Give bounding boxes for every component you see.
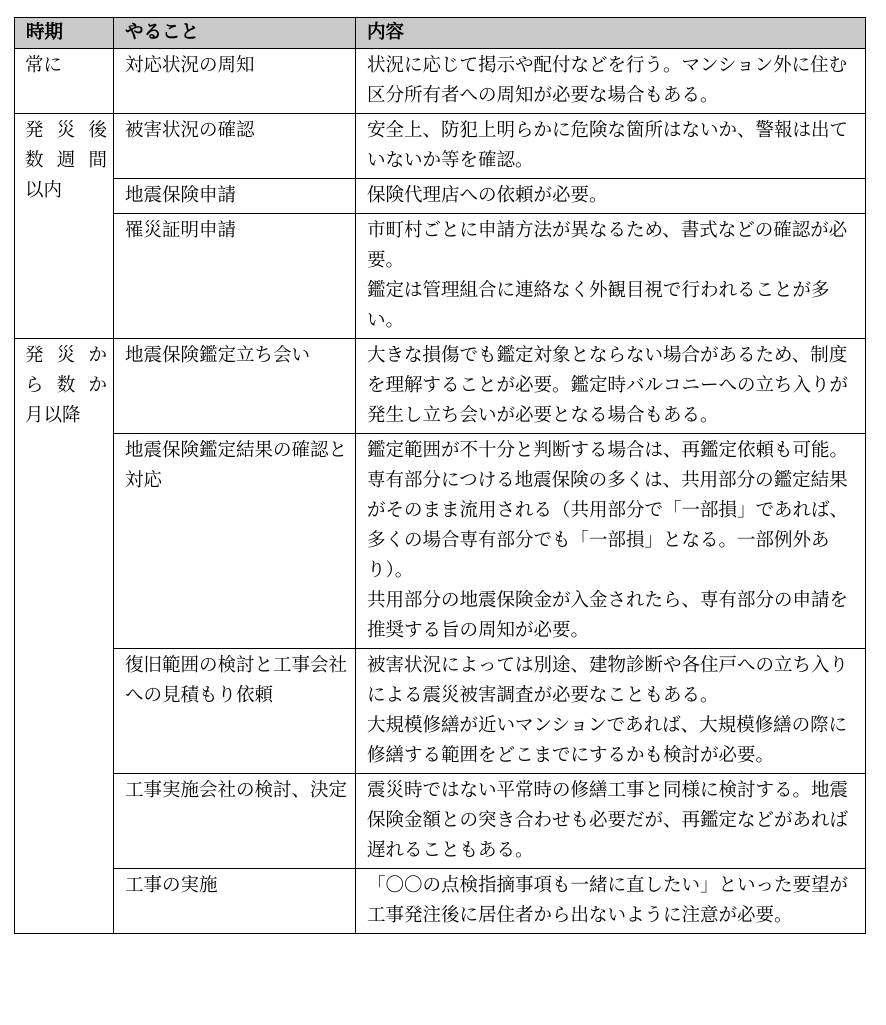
period-line: ら 数 か [25, 375, 107, 396]
content-paragraph: 鑑定は管理組合に連絡なく外観目視で行われることが多い。 [367, 280, 830, 331]
table-row [15, 774, 866, 869]
table-row [15, 869, 866, 934]
content-paragraph: 大規模修繕が近いマンションであれば、大規模修繕の際に修繕する範囲をどこまでにするかも検討が必要。 [367, 715, 848, 766]
table-body [15, 49, 866, 934]
header-content: 内容 [356, 18, 866, 49]
task-cell: 罹災証明申請 [114, 214, 356, 339]
content-paragraph: 状況に応じて掲示や配付などを行う。マンション外に住む区分所有者への周知が必要な場合もある。 [367, 55, 848, 106]
content-cell [356, 214, 866, 339]
task-cell: 地震保険鑑定立ち会い [114, 339, 356, 434]
content-cell [356, 114, 866, 179]
task-cell: 地震保険申請 [114, 179, 356, 214]
period-line: 発 災 か [25, 345, 107, 366]
content-cell [356, 649, 866, 774]
table-row [15, 339, 866, 434]
content-paragraph: 「〇〇の点検指摘事項も一緒に直したい」といった要望が工事発注後に居住者から出ないように注意が必要。 [367, 875, 849, 926]
header-row [15, 18, 866, 49]
content-paragraph: 専有部分につける地震保険の多くは、共用部分の鑑定結果がそのまま流用される（共用部分で「一部損」であれば、多くの場合専有部分でも「一部損」となる。一部例外あり）。 [367, 470, 849, 581]
period-cell-always [15, 49, 114, 114]
task-cell: 復旧範囲の検討と工事会社への見積もり依頼 [114, 649, 356, 774]
task-cell: 工事の実施 [114, 869, 356, 934]
content-cell [356, 339, 866, 434]
table-row [15, 114, 866, 179]
content-paragraph: 共用部分の地震保険金が入金されたら、専有部分の申請を推奨する旨の周知が必要。 [367, 590, 849, 641]
table-row [15, 49, 866, 114]
period-line: 月以降 [25, 405, 81, 426]
period-line: 常に [25, 55, 63, 76]
content-paragraph: 安全上、防犯上明らかに危険な箇所はないか、警報は出ていないか等を確認。 [367, 120, 849, 171]
table-header [15, 18, 866, 49]
header-task: やること [114, 18, 356, 49]
content-paragraph: 震災時ではない平常時の修繕工事と同様に検討する。地震保険金額との突き合わせも必要だが、再鑑定などがあれば遅れることもある。 [367, 780, 849, 861]
period-line: 数 週 間 [25, 150, 107, 171]
table-row [15, 649, 866, 774]
period-cell-weeks [15, 114, 114, 339]
content-paragraph: 大きな損傷でも鑑定対象とならない場合があるため、制度を理解することが必要。鑑定時バルコニーへの立ち入りが発生し立ち会いが必要となる場合もある。 [367, 345, 849, 426]
content-cell [356, 434, 866, 649]
content-paragraph: 市町村ごとに申請方法が異なるため、書式などの確認が必要。 [367, 220, 848, 271]
content-paragraph: 鑑定範囲が不十分と判断する場合は、再鑑定依頼も可能。 [367, 440, 849, 461]
task-cell: 地震保険鑑定結果の確認と対応 [114, 434, 356, 649]
header-period: 時期 [15, 18, 114, 49]
task-cell: 被害状況の確認 [114, 114, 356, 179]
disaster-response-table [14, 17, 866, 934]
content-cell [356, 774, 866, 869]
task-cell: 工事実施会社の検討、決定 [114, 774, 356, 869]
content-cell [356, 49, 866, 114]
period-line: 発 災 後 [25, 120, 107, 141]
content-paragraph: 保険代理店への依頼が必要。 [367, 185, 608, 206]
content-paragraph: 被害状況によっては別途、建物診断や各住戸への立ち入りによる震災被害調査が必要なこともある。 [367, 655, 849, 706]
content-cell [356, 869, 866, 934]
content-cell [356, 179, 866, 214]
table-row [15, 214, 866, 339]
table-row [15, 179, 866, 214]
task-cell: 対応状況の周知 [114, 49, 356, 114]
period-line: 以内 [25, 180, 63, 201]
period-cell-months [15, 339, 114, 934]
table-row [15, 434, 866, 649]
